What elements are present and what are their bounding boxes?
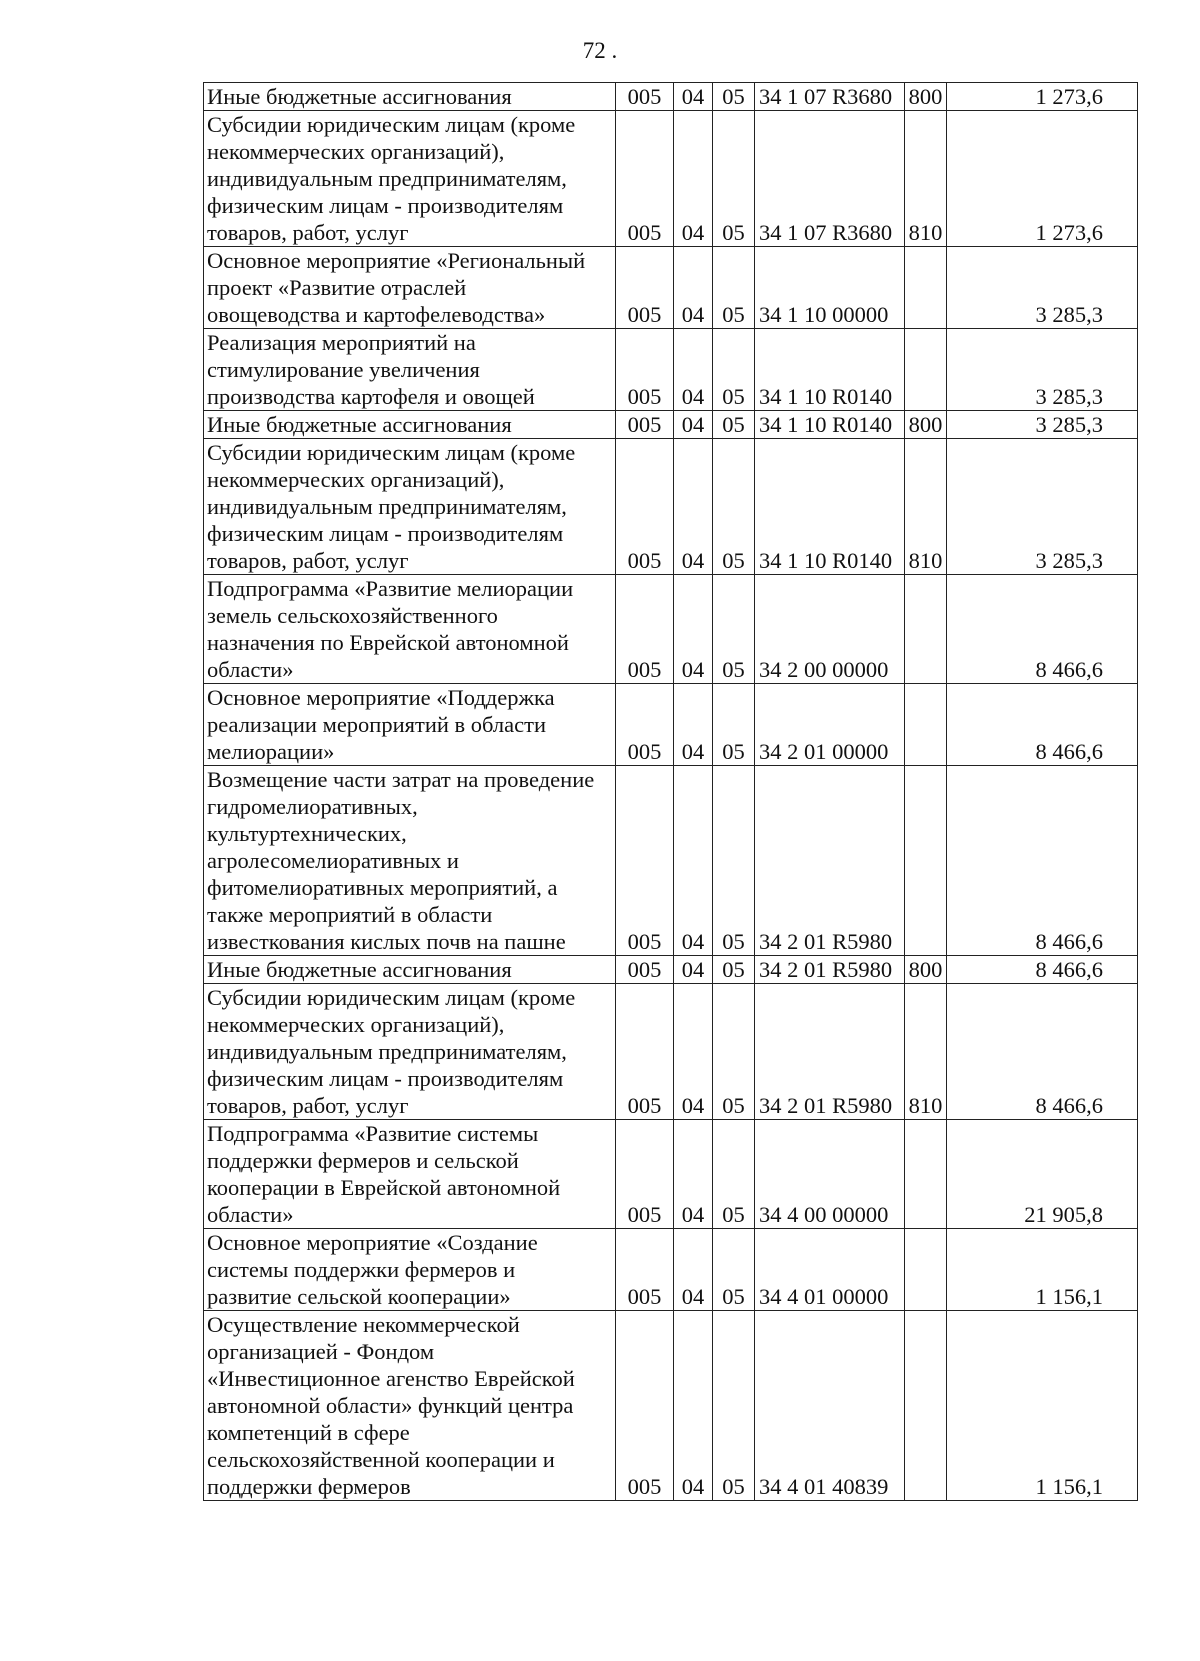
table-row [204, 439, 1138, 575]
ministry-code: 005 [616, 956, 674, 984]
row-name: Основное мероприятие «Региональный проект «Развитие отраслей овощеводства и картофелеводства» [204, 247, 616, 329]
table-row [204, 1229, 1138, 1311]
target-article-code: 34 4 00 00000 [755, 1120, 905, 1229]
target-article-code: 34 1 10 R0140 [755, 411, 905, 439]
section-code: 04 [674, 956, 713, 984]
subsection-code: 05 [713, 247, 755, 329]
target-article-code: 34 1 07 R3680 [755, 83, 905, 111]
table-row [204, 329, 1138, 411]
expense-type-code: 810 [905, 984, 947, 1120]
target-article-code: 34 1 10 00000 [755, 247, 905, 329]
table-row [204, 1311, 1138, 1501]
table-row [204, 766, 1138, 956]
subsection-code: 05 [713, 575, 755, 684]
section-code: 04 [674, 247, 713, 329]
subsection-code: 05 [713, 956, 755, 984]
row-name: Возмещение части затрат на проведение гидромелиоративных, культуртехнических, агролесомелиоративных и фитомелиоративных мероприятий, а также мероприятий в области известкования кислых почв на пашне [204, 766, 616, 956]
table-row [204, 83, 1138, 111]
table-row [204, 984, 1138, 1120]
section-code: 04 [674, 1311, 713, 1501]
ministry-code: 005 [616, 766, 674, 956]
subsection-code: 05 [713, 329, 755, 411]
amount: 8 466,6 [947, 956, 1138, 984]
expense-type-code [905, 766, 947, 956]
row-name: Реализация мероприятий на стимулирование увеличения производства картофеля и овощей [204, 329, 616, 411]
amount: 1 273,6 [947, 111, 1138, 247]
ministry-code: 005 [616, 329, 674, 411]
amount: 8 466,6 [947, 766, 1138, 956]
section-code: 04 [674, 766, 713, 956]
section-code: 04 [674, 411, 713, 439]
target-article-code: 34 2 01 R5980 [755, 766, 905, 956]
section-code: 04 [674, 575, 713, 684]
section-code: 04 [674, 111, 713, 247]
amount: 3 285,3 [947, 411, 1138, 439]
section-code: 04 [674, 83, 713, 111]
target-article-code: 34 1 10 R0140 [755, 329, 905, 411]
subsection-code: 05 [713, 83, 755, 111]
amount: 8 466,6 [947, 984, 1138, 1120]
target-article-code: 34 4 01 00000 [755, 1229, 905, 1311]
table-row [204, 1120, 1138, 1229]
row-name: Иные бюджетные ассигнования [204, 411, 616, 439]
amount: 3 285,3 [947, 329, 1138, 411]
expense-type-code: 810 [905, 439, 947, 575]
row-name: Подпрограмма «Развитие мелиорации земель сельскохозяйственного назначения по Еврейской автономной области» [204, 575, 616, 684]
target-article-code: 34 2 01 00000 [755, 684, 905, 766]
expense-type-code [905, 247, 947, 329]
table-body [204, 83, 1138, 1501]
expense-type-code [905, 684, 947, 766]
amount: 21 905,8 [947, 1120, 1138, 1229]
table-row [204, 411, 1138, 439]
expense-type-code [905, 575, 947, 684]
ministry-code: 005 [616, 439, 674, 575]
target-article-code: 34 1 07 R3680 [755, 111, 905, 247]
ministry-code: 005 [616, 575, 674, 684]
amount: 1 156,1 [947, 1311, 1138, 1501]
ministry-code: 005 [616, 1120, 674, 1229]
section-code: 04 [674, 984, 713, 1120]
subsection-code: 05 [713, 684, 755, 766]
target-article-code: 34 1 10 R0140 [755, 439, 905, 575]
row-name: Основное мероприятие «Поддержка реализации мероприятий в области мелиорации» [204, 684, 616, 766]
subsection-code: 05 [713, 984, 755, 1120]
table-row [204, 684, 1138, 766]
amount: 8 466,6 [947, 684, 1138, 766]
target-article-code: 34 2 01 R5980 [755, 956, 905, 984]
ministry-code: 005 [616, 684, 674, 766]
target-article-code: 34 4 01 40839 [755, 1311, 905, 1501]
subsection-code: 05 [713, 439, 755, 575]
subsection-code: 05 [713, 766, 755, 956]
section-code: 04 [674, 439, 713, 575]
ministry-code: 005 [616, 1229, 674, 1311]
table-row [204, 575, 1138, 684]
expense-type-code [905, 329, 947, 411]
amount: 3 285,3 [947, 247, 1138, 329]
expense-type-code: 800 [905, 411, 947, 439]
budget-table [203, 82, 1138, 1501]
row-name: Иные бюджетные ассигнования [204, 83, 616, 111]
ministry-code: 005 [616, 984, 674, 1120]
target-article-code: 34 2 01 R5980 [755, 984, 905, 1120]
expense-type-code [905, 1311, 947, 1501]
subsection-code: 05 [713, 1311, 755, 1501]
section-code: 04 [674, 1120, 713, 1229]
target-article-code: 34 2 00 00000 [755, 575, 905, 684]
ministry-code: 005 [616, 1311, 674, 1501]
row-name: Осуществление некоммерческой организацией - Фондом «Инвестиционное агенство Еврейской автономной области» функций центра компетенций в сфере сельскохозяйственной кооперации и поддержки фермеров [204, 1311, 616, 1501]
subsection-code: 05 [713, 1229, 755, 1311]
ministry-code: 005 [616, 83, 674, 111]
ministry-code: 005 [616, 411, 674, 439]
section-code: 04 [674, 1229, 713, 1311]
section-code: 04 [674, 329, 713, 411]
row-name: Иные бюджетные ассигнования [204, 956, 616, 984]
expense-type-code [905, 1229, 947, 1311]
page-number: 72 . [582, 38, 618, 63]
table-row [204, 111, 1138, 247]
table-row [204, 956, 1138, 984]
expense-type-code: 800 [905, 956, 947, 984]
subsection-code: 05 [713, 111, 755, 247]
amount: 1 156,1 [947, 1229, 1138, 1311]
ministry-code: 005 [616, 247, 674, 329]
amount: 3 285,3 [947, 439, 1138, 575]
subsection-code: 05 [713, 1120, 755, 1229]
amount: 1 273,6 [947, 83, 1138, 111]
subsection-code: 05 [713, 411, 755, 439]
row-name: Подпрограмма «Развитие системы поддержки фермеров и сельской кооперации в Еврейской автономной области» [204, 1120, 616, 1229]
expense-type-code: 810 [905, 111, 947, 247]
table-row [204, 247, 1138, 329]
expense-type-code [905, 1120, 947, 1229]
amount: 8 466,6 [947, 575, 1138, 684]
row-name: Субсидии юридическим лицам (кроме некоммерческих организаций), индивидуальным предпринимателям, физическим лицам - производителям товаров, работ, услуг [204, 984, 616, 1120]
section-code: 04 [674, 684, 713, 766]
row-name: Субсидии юридическим лицам (кроме некоммерческих организаций), индивидуальным предпринимателям, физическим лицам - производителям товаров, работ, услуг [204, 439, 616, 575]
row-name: Субсидии юридическим лицам (кроме некоммерческих организаций), индивидуальным предпринимателям, физическим лицам - производителям товаров, работ, услуг [204, 111, 616, 247]
row-name: Основное мероприятие «Создание системы поддержки фермеров и развитие сельской кооперации» [204, 1229, 616, 1311]
ministry-code: 005 [616, 111, 674, 247]
expense-type-code: 800 [905, 83, 947, 111]
